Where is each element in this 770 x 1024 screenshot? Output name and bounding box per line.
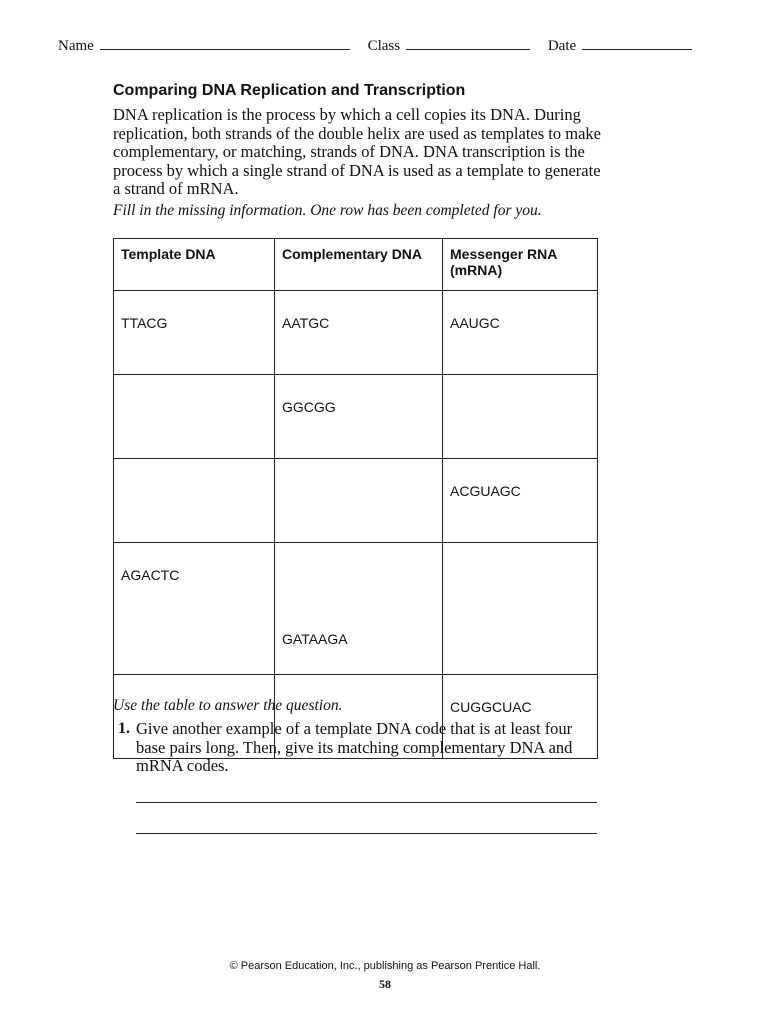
- table-cell: CUGGCUAC: [443, 675, 598, 759]
- table-cell[interactable]: [443, 375, 598, 459]
- answer-line[interactable]: [136, 833, 597, 834]
- table-cell[interactable]: [114, 375, 275, 459]
- header-mrna: Messenger RNA (mRNA): [443, 239, 598, 291]
- table-cell: AATGC: [275, 291, 443, 375]
- table-cell: ACGUAGC: [443, 459, 598, 543]
- table-cell: AAUGC: [443, 291, 598, 375]
- copyright-footer: © Pearson Education, Inc., publishing as Pearson Prentice Hall.: [229, 960, 541, 972]
- table-cell: [114, 543, 275, 675]
- question-number: 1.: [118, 720, 130, 737]
- name-label: Name: [58, 38, 94, 54]
- header-template-dna: Template DNA: [114, 239, 275, 291]
- worksheet-title: Comparing DNA Replication and Transcription: [113, 82, 466, 99]
- table-row: [114, 543, 598, 675]
- intro-paragraph: DNA replication is the process by which a cell copies its DNA. During replication, both strands of the double helix are used as templates to make complementary, or matching, strands of DNA. DNA transcription is the process by which a single strand of DNA is used as a template to generate a strand of mRNA.: [113, 105, 601, 198]
- table-instruction: Fill in the missing information. One row has been completed for you.: [113, 202, 542, 219]
- class-field[interactable]: [406, 37, 530, 50]
- worksheet-header: [58, 37, 658, 55]
- class-label: Class: [367, 38, 401, 54]
- table-cell[interactable]: [443, 543, 598, 675]
- table-row: [114, 291, 598, 375]
- question-text: Give another example of a template DNA code that is at least four base pairs long. Then, give its matching complementary DNA and mRNA codes.: [136, 719, 573, 775]
- table-cell[interactable]: [114, 459, 275, 543]
- date-field[interactable]: [582, 37, 692, 50]
- table-cell-value: AGACTC: [121, 567, 180, 583]
- name-field[interactable]: [100, 37, 350, 50]
- page-number: 58: [379, 977, 391, 991]
- answer-line[interactable]: [136, 802, 597, 803]
- table-cell[interactable]: [275, 459, 443, 543]
- table-header-row: [114, 239, 598, 291]
- table-row: [114, 375, 598, 459]
- table-cell-value: GATAAGA: [282, 631, 348, 647]
- header-complementary-dna: Complementary DNA: [275, 239, 443, 291]
- question-instruction: Use the table to answer the question.: [113, 697, 343, 714]
- date-label: Date: [547, 38, 577, 54]
- table-row: [114, 459, 598, 543]
- table-cell: [275, 543, 443, 675]
- table-cell: TTACG: [114, 291, 275, 375]
- dna-table: [113, 238, 598, 759]
- table-cell: GGCGG: [275, 375, 443, 459]
